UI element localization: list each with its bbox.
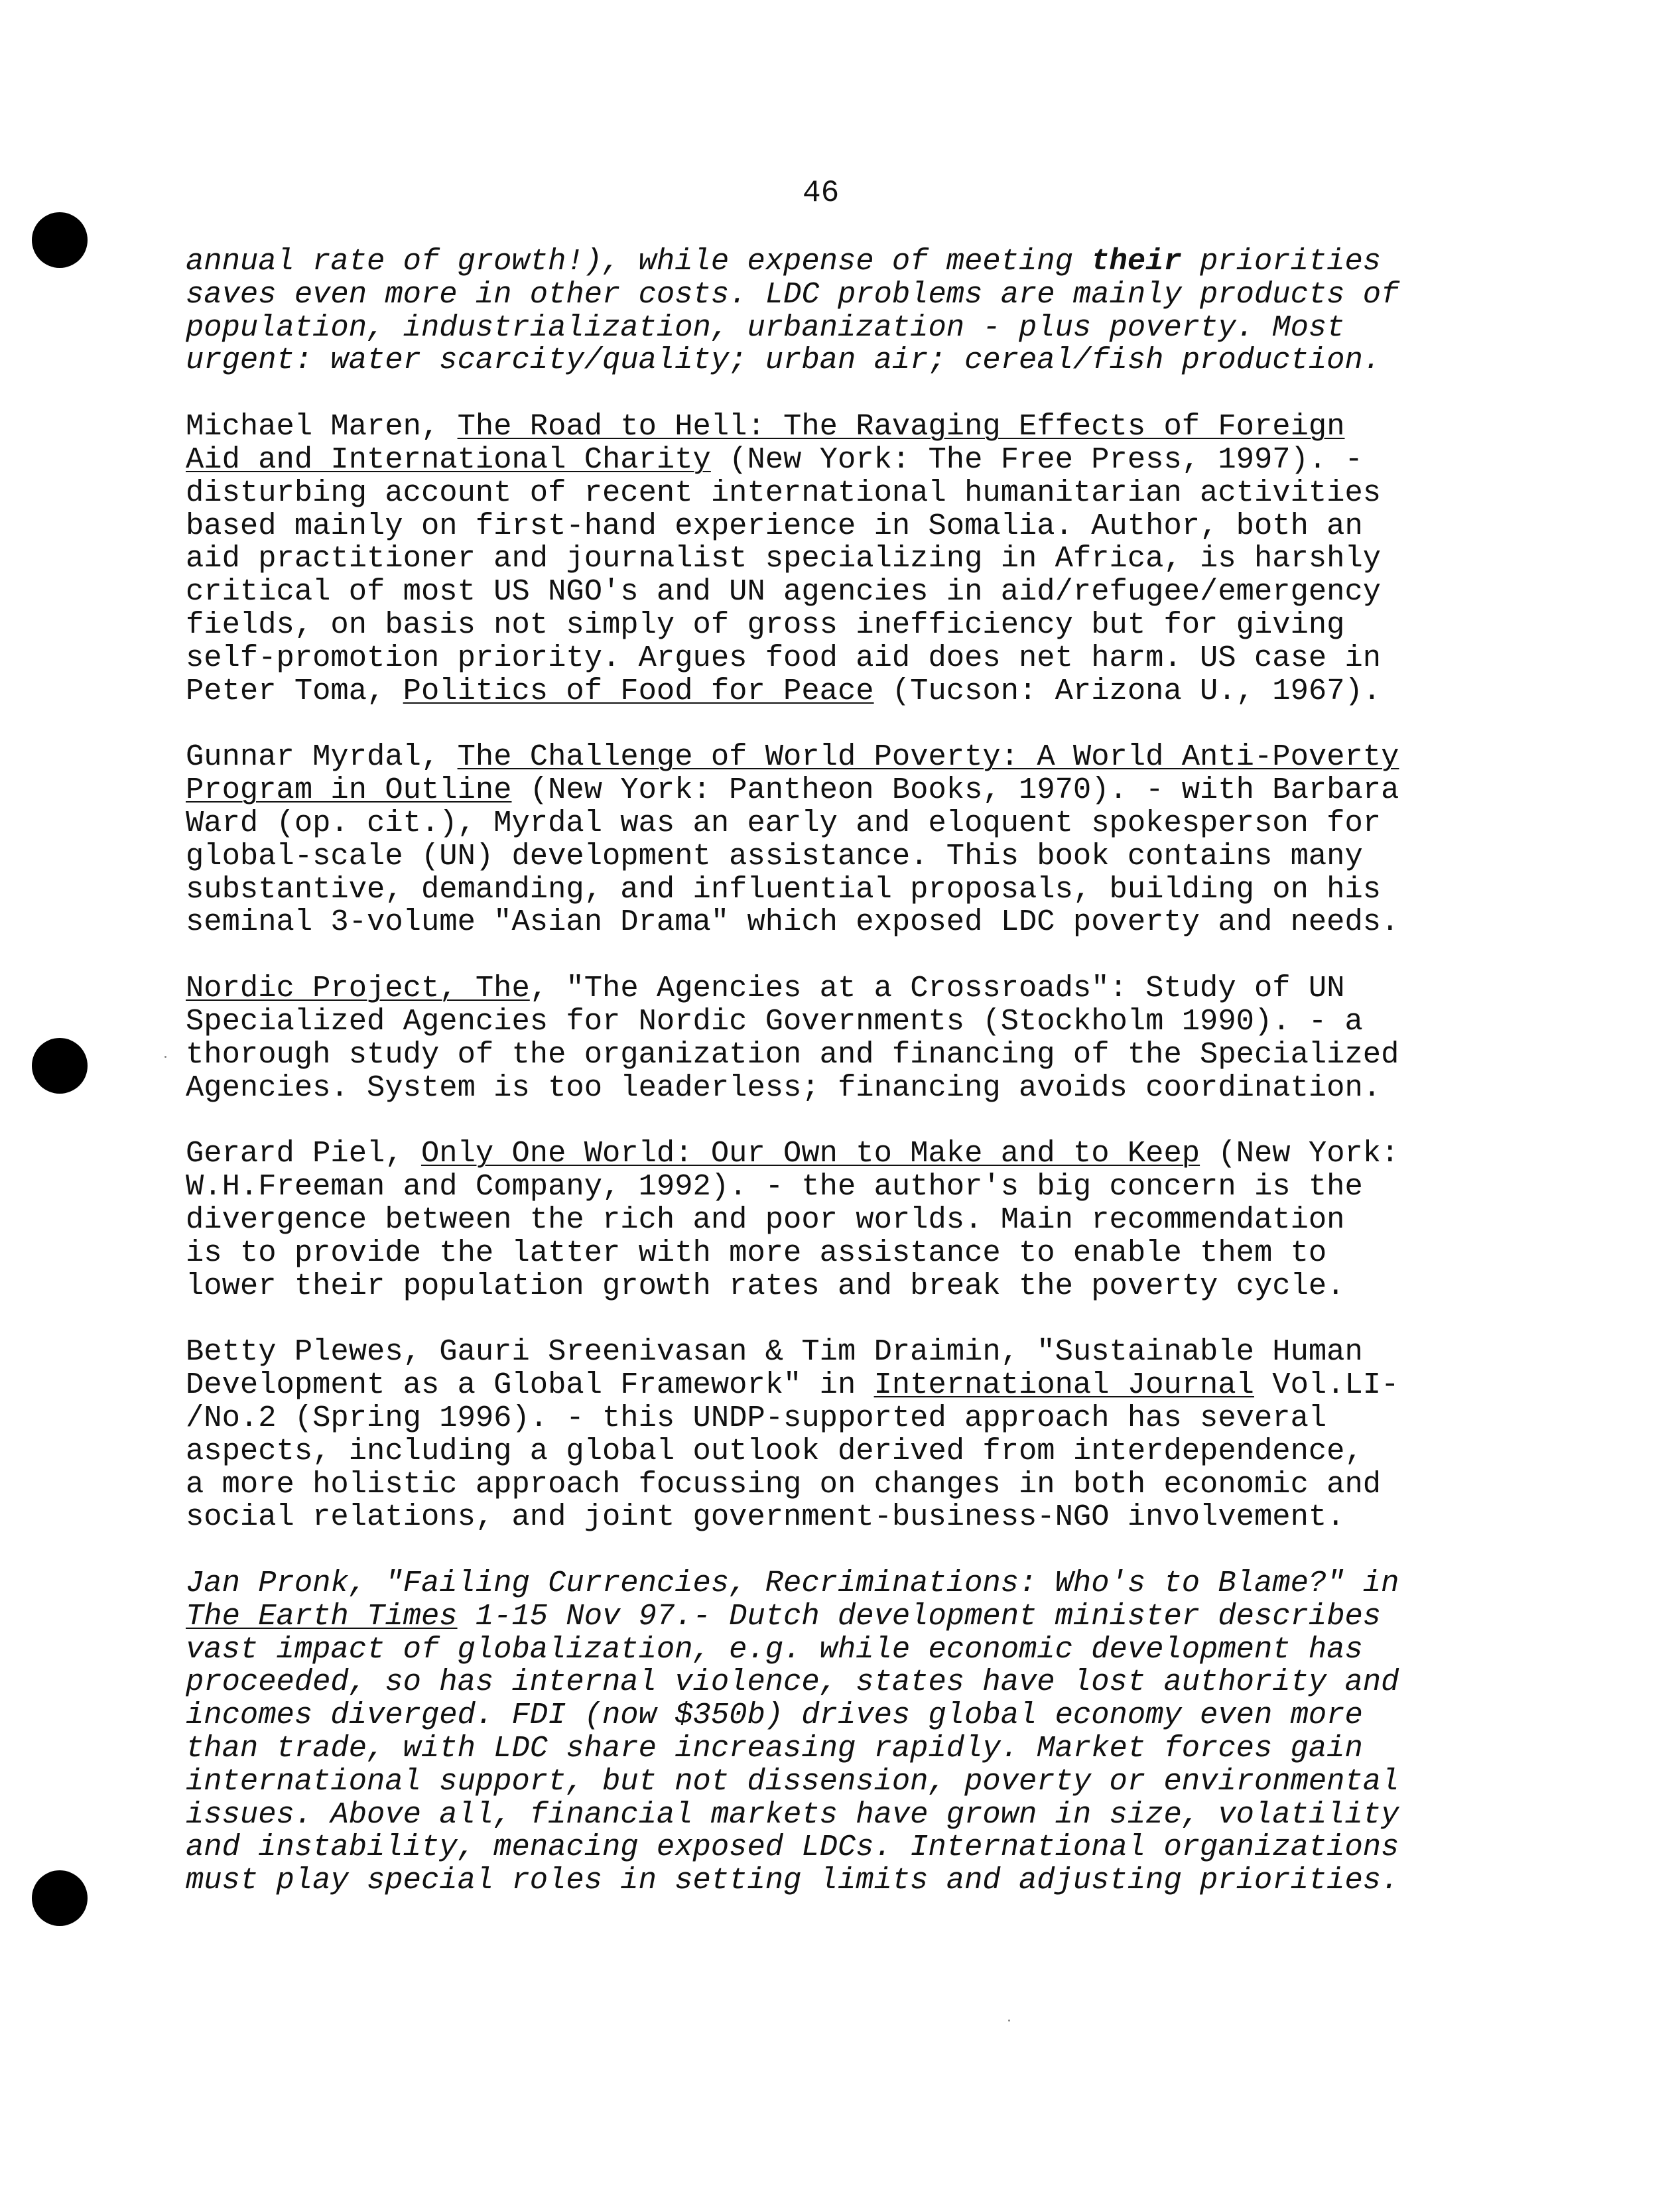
text-line	[186, 1699, 1466, 1732]
text-segment: issues. Above all, financial markets have grown in size, volatility	[186, 1797, 1399, 1832]
text-line	[186, 1137, 1466, 1171]
underlined-title: The Challenge of World Poverty: A World Anti-Poverty	[457, 739, 1399, 775]
text-line	[186, 1567, 1466, 1600]
text-segment: Development as a Global Framework" in	[186, 1368, 874, 1403]
text-line	[186, 1600, 1466, 1634]
text-segment: divergence between the rich and poor worlds. Main recommendation	[186, 1202, 1345, 1237]
scan-speck	[1008, 2020, 1010, 2022]
text-line	[186, 1072, 1466, 1105]
text-segment: aid practitioner and journalist specializing in Africa, is harshly	[186, 541, 1382, 576]
text-segment: lower their population growth rates and break the poverty cycle.	[186, 1268, 1345, 1303]
text-segment: must play special roles in setting limits and adjusting priorities.	[186, 1863, 1399, 1898]
text-segment: population, industrialization, urbanization - plus poverty. Most	[186, 310, 1345, 345]
text-segment: Ward (op. cit.), Myrdal was an early and eloquent spokesperson for	[186, 805, 1382, 840]
text-segment: substantive, demanding, and influential proposals, building on his	[186, 871, 1382, 907]
text-segment: , "The Agencies at a Crossroads": Study of UN	[529, 971, 1345, 1006]
text-line	[186, 1501, 1466, 1534]
text-line	[186, 1039, 1466, 1072]
text-segment: disturbing account of recent international humanitarian activities	[186, 475, 1382, 510]
text-segment: proceeded, so has internal violence, states have lost authority and	[186, 1665, 1399, 1700]
text-line	[186, 477, 1466, 510]
text-segment: incomes diverged. FDI (now $350b) drives global economy even more	[186, 1698, 1363, 1733]
text-line	[186, 576, 1466, 609]
text-line	[186, 279, 1466, 312]
emphasis-text: their	[1091, 244, 1182, 279]
text-segment: Specialized Agencies for Nordic Governments (Stockholm 1990). - a	[186, 1003, 1363, 1039]
page-number: 46	[803, 176, 840, 210]
text-line	[186, 312, 1466, 345]
underlined-title: Only One World: Our Own to Make and to Keep	[420, 1136, 1200, 1171]
text-segment: Agencies. System is too leaderless; financing avoids coordination.	[186, 1070, 1382, 1105]
text-line	[186, 543, 1466, 576]
underlined-title: Politics of Food for Peace	[403, 673, 874, 708]
text-line	[186, 741, 1466, 774]
text-segment: is to provide the latter with more assistance to enable them to	[186, 1235, 1327, 1270]
bibliography-entry	[186, 1567, 1466, 1897]
text-line	[186, 1634, 1466, 1667]
text-line	[186, 642, 1466, 675]
text-segment: international support, but not dissension, poverty or environmental	[186, 1764, 1399, 1799]
text-segment: (New York: Pantheon Books, 1970). - with Barbara	[511, 773, 1399, 808]
text-line	[186, 1171, 1466, 1204]
text-segment: (Tucson: Arizona U., 1967).	[873, 673, 1382, 708]
text-line	[186, 444, 1466, 477]
text-line	[186, 609, 1466, 642]
underlined-title: The Earth Times	[186, 1598, 458, 1634]
text-line	[186, 1732, 1466, 1766]
underlined-title: Aid and International Charity	[186, 442, 711, 477]
bibliography-entry	[186, 1137, 1466, 1303]
text-line	[186, 1336, 1466, 1369]
text-segment: annual rate of growth!), while expense of meeting	[186, 244, 1092, 279]
text-segment: critical of most US NGO's and UN agencies in aid/refugee/emergency	[186, 574, 1382, 610]
text-segment: urgent: water scarcity/quality; urban air; cereal/fish production.	[186, 343, 1382, 378]
scan-speck	[164, 1056, 166, 1058]
text-segment: Betty Plewes, Gauri Sreenivasan & Tim Draimin, "Sustainable Human	[186, 1334, 1363, 1370]
bibliography-entry	[186, 1336, 1466, 1534]
text-segment: /No.2 (Spring 1996). - this UNDP-supported approach has several	[186, 1400, 1327, 1435]
text-segment: and instability, menacing exposed LDCs. International organizations	[186, 1830, 1399, 1865]
bibliography-entry	[186, 245, 1466, 377]
binder-hole-top	[32, 212, 88, 268]
text-segment: (New York: The Free Press, 1997). -	[710, 442, 1363, 477]
text-line	[186, 1468, 1466, 1502]
text-line	[186, 873, 1466, 907]
text-line	[186, 972, 1466, 1005]
text-line	[186, 510, 1466, 543]
text-segment: priorities	[1181, 244, 1382, 279]
text-segment: Vol.LI-	[1254, 1368, 1399, 1403]
text-line	[186, 1435, 1466, 1468]
text-segment: self-promotion priority. Argues food aid does net harm. US case in	[186, 640, 1382, 675]
text-line	[186, 807, 1466, 840]
text-segment: Gunnar Myrdal,	[186, 739, 458, 775]
underlined-title: Nordic Project, The	[186, 971, 530, 1006]
bibliography-entry	[186, 741, 1466, 939]
text-segment: Gerard Piel,	[186, 1136, 421, 1171]
text-line	[186, 1831, 1466, 1864]
text-segment: vast impact of globalization, e.g. while economic development has	[186, 1632, 1363, 1667]
text-segment: aspects, including a global outlook derived from interdependence,	[186, 1433, 1363, 1468]
text-line	[186, 1402, 1466, 1435]
text-segment: based mainly on first-hand experience in Somalia. Author, both an	[186, 508, 1363, 543]
text-line	[186, 1799, 1466, 1832]
text-segment: fields, on basis not simply of gross inefficiency but for giving	[186, 607, 1345, 642]
bibliography-entry	[186, 972, 1466, 1104]
text-segment: saves even more in other costs. LDC problems are mainly products of	[186, 277, 1399, 312]
text-segment: than trade, with LDC share increasing rapidly. Market forces gain	[186, 1731, 1363, 1766]
text-line	[186, 1204, 1466, 1237]
text-segment: Peter Toma,	[186, 673, 403, 708]
binder-hole-middle	[32, 1038, 88, 1094]
bibliography-entries	[186, 245, 1466, 1931]
underlined-title: The Road to Hell: The Ravaging Effects of Foreign	[457, 409, 1345, 444]
text-line	[186, 906, 1466, 939]
text-segment: 1-15 Nov 97.- Dutch development minister describes	[457, 1598, 1382, 1634]
text-line	[186, 774, 1466, 807]
text-segment: W.H.Freeman and Company, 1992). - the author's big concern is the	[186, 1169, 1363, 1204]
text-line	[186, 1666, 1466, 1699]
text-segment: (New York:	[1200, 1136, 1399, 1171]
text-segment: social relations, and joint government-business-NGO involvement.	[186, 1500, 1345, 1535]
text-segment: global-scale (UN) development assistance. This book contains many	[186, 838, 1363, 873]
text-line	[186, 1369, 1466, 1402]
text-segment: a more holistic approach focussing on changes in both economic and	[186, 1466, 1382, 1502]
text-line	[186, 1237, 1466, 1270]
text-line	[186, 411, 1466, 444]
text-segment: seminal 3-volume "Asian Drama" which exposed LDC poverty and needs.	[186, 905, 1399, 940]
text-line	[186, 1005, 1466, 1039]
text-segment: Jan Pronk, "Failing Currencies, Recriminations: Who's to Blame?" in	[186, 1566, 1399, 1601]
text-line	[186, 840, 1466, 873]
text-line	[186, 1270, 1466, 1303]
bibliography-entry	[186, 411, 1466, 708]
binder-hole-bottom	[32, 1870, 88, 1926]
text-line	[186, 675, 1466, 708]
text-line	[186, 245, 1466, 279]
text-segment: thorough study of the organization and financing of the Specialized	[186, 1037, 1399, 1072]
underlined-title: Program in Outline	[186, 773, 512, 808]
text-line	[186, 1766, 1466, 1799]
text-segment: Michael Maren,	[186, 409, 458, 444]
text-line	[186, 344, 1466, 377]
underlined-title: International Journal	[873, 1368, 1254, 1403]
text-line	[186, 1864, 1466, 1897]
